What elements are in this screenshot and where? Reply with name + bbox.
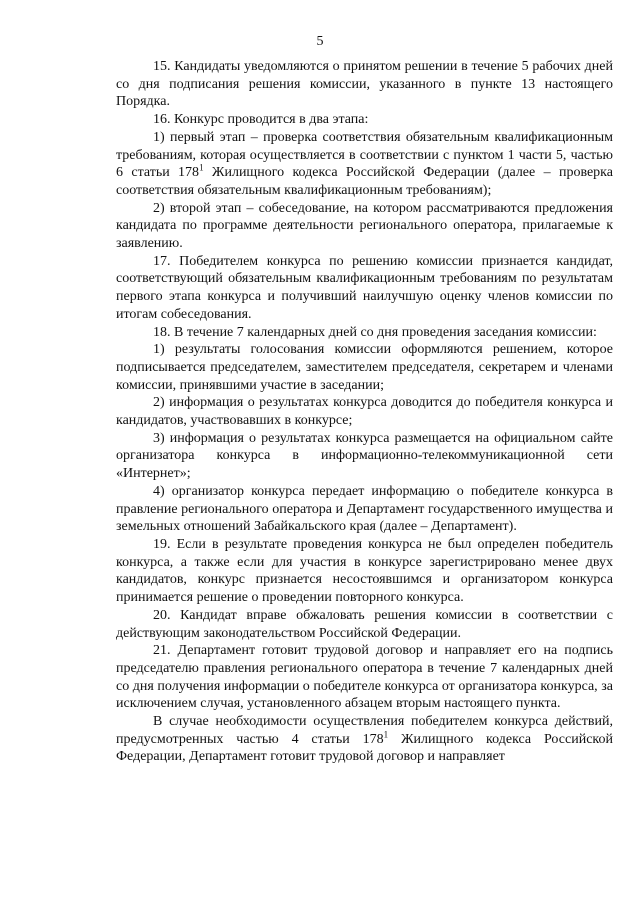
page-number: 5 [316,34,324,49]
paragraph-17: 17. Победителем конкурса по решению комиссии признается кандидат, соответствующий обязательным квалификационным требованиям по результатам первого этапа конкурса и получивший наилучшую оценку членов комиссии по итогам собеседования. [116,253,613,322]
superscript: 1 [383,729,389,740]
paragraph-18-item-4: 4) организатор конкурса передает информацию о победителе конкурса в правление регионального оператора и Департамент государственного имущества и земельных отношений Забайкальского края (далее – Департамент). [116,483,613,535]
superscript: 1 [199,162,204,173]
paragraph-21-second-abzac [116,713,613,766]
paragraph-21: 21. Департамент готовит трудовой договор и направляет его на подпись председателю правления регионального оператора в течение 7 календарных дней со дня получения информации о победителе конкурса от организатора конкурса, за исключением случая, установленного абзацем вторым настоящего пункта. [116,643,613,712]
paragraph-19: 19. Если в результате проведения конкурса не был определен победитель конкурса, а также если для участия в конкурсе зарегистрировано менее двух кандидатов, конкурс признается несостоявшимся и организатором конкурса принимается решение о проведении повторного конкурса. [116,536,613,606]
paragraph-15: 15. Кандидаты уведомляются о принятом решении в течение 5 рабочих дней со дня подписания решения комиссии, указанного в пункте 13 настоящего Порядка. [116,59,613,110]
paragraph-text-before-superscript: 1) первый этап – проверка соответствия обязательным квалификационным требованиям, которая осуществляется в соответствии с пунктом 1 части 5, частью 6 статьи 178 [116,129,613,181]
paragraph-16-item-2: 2) второй этап – собеседование, на котором рассматриваются предложения кандидата по программе деятельности регионального оператора, прилагаемые к заявлению. [116,200,613,252]
paragraph-16: 16. Конкурс проводится в два этапа: [153,112,369,128]
paragraph-18-item-1: 1) результаты голосования комиссии оформляются решением, которое подписывается председателем, заместителем председателя, секретарем и членами комиссии, принявшими участие в заседании; [116,342,613,393]
paragraph-text-after-superscript: Жилищного кодекса Российской Федерации (далее – проверка соответствия обязательным квалификационным требованиям); [116,165,613,198]
paragraph-16-item-1 [116,129,613,200]
paragraph-20: 20. Кандидат вправе обжаловать решения комиссии в соответствии с действующим законодательством Российской Федерации. [116,607,613,641]
paragraph-18-item-2: 2) информация о результатах конкурса доводится до победителя конкурса и кандидатов, участвовавших в конкурсе; [116,395,613,429]
paragraph-18-item-3: 3) информация о результатах конкурса размещается на официальном сайте организатора конкурса в информационно-телекоммуникационной сети «Интернет»; [116,430,613,482]
paragraph-text-after-superscript: Жилищного кодекса Российской Федерации, Департамент готовит трудовой договор и направляет [116,731,613,765]
document-body [116,58,613,766]
paragraph-text-before-superscript: В случае необходимости осуществления победителем конкурса действий, предусмотренных частью 4 статьи 178 [116,714,613,747]
paragraph-18: 18. В течение 7 календарных дней со дня проведения заседания комиссии: [153,324,597,340]
